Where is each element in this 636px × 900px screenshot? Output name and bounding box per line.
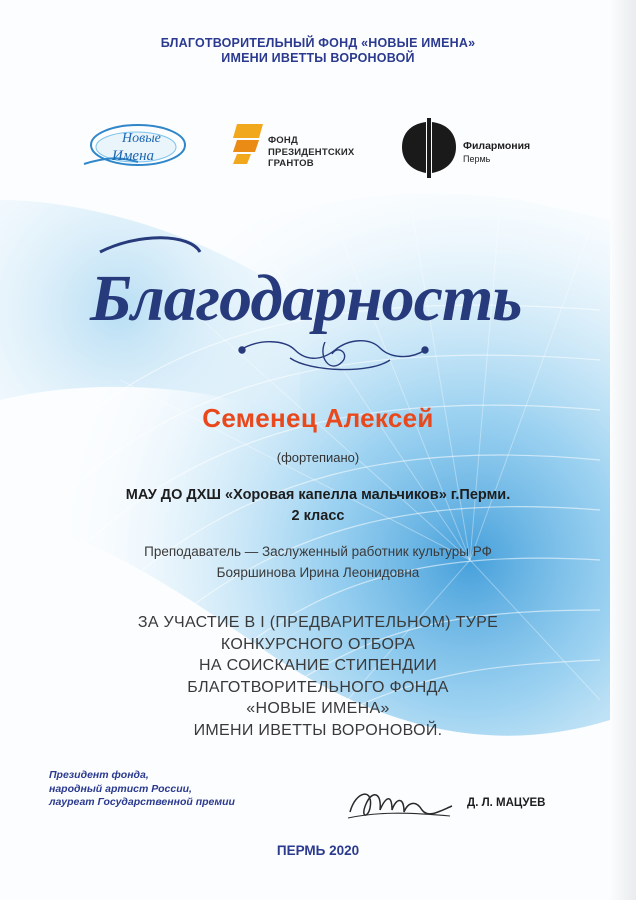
teacher-name: Бояршинова Ирина Леонидовна bbox=[216, 565, 420, 580]
school-name: МАУ ДО ДХШ «Хоровая капелла мальчиков» г.Перми. bbox=[125, 487, 511, 503]
president-line-1: Президент фонда, bbox=[49, 769, 149, 781]
award-line: КОНКУРСНОГО ОТБОРА bbox=[220, 635, 416, 653]
new-names-logo-word-1: Новые bbox=[122, 131, 161, 146]
philharmonia-city: Пермь bbox=[463, 154, 491, 164]
president-title bbox=[49, 769, 235, 810]
teacher-block bbox=[0, 541, 636, 583]
new-names-logo-word-2: Имена bbox=[112, 148, 155, 164]
school-class: 2 класс bbox=[291, 508, 345, 524]
teacher-title: Преподаватель — Заслуженный работник культуры РФ bbox=[144, 544, 492, 559]
header-line-2: ИМЕНИ ИВЕТТЫ ВОРОНОВОЙ bbox=[221, 51, 415, 65]
philharmonia-title: Филармония bbox=[463, 140, 531, 152]
city-year: ПЕРМЬ 2020 bbox=[276, 843, 360, 858]
handwritten-signature bbox=[346, 782, 456, 826]
header-line-1: БЛАГОТВОРИТЕЛЬНЫЙ ФОНД «НОВЫЕ ИМЕНА» bbox=[160, 36, 476, 50]
school-block bbox=[0, 485, 636, 527]
grants-line-1: ФОНД bbox=[268, 135, 298, 146]
award-line: БЛАГОТВОРИТЕЛЬНОГО ФОНДА bbox=[187, 678, 449, 696]
award-line: НА СОИСКАНИЕ СТИПЕНДИИ bbox=[199, 657, 437, 674]
signer-name: Д. Л. МАЦУЕВ bbox=[467, 797, 546, 809]
certificate-title bbox=[80, 222, 560, 392]
recipient-instrument: (фортепиано) bbox=[276, 450, 360, 465]
award-line: «НОВЫЕ ИМЕНА» bbox=[246, 700, 390, 717]
grants-line-2: ПРЕЗИДЕНТСКИХ bbox=[268, 146, 355, 158]
foundation-header bbox=[0, 36, 636, 66]
title-text: Благодарность bbox=[90, 262, 522, 335]
presidential-grants-emblem-icon bbox=[233, 124, 267, 164]
title-ornament-icon bbox=[239, 341, 428, 370]
award-line: ИМЕНИ ИВЕТТЫ ВОРОНОВОЙ. bbox=[193, 721, 443, 739]
recipient-name: Семенец Алексей bbox=[202, 403, 434, 433]
president-line-3: лауреат Государственной премии bbox=[49, 796, 235, 808]
award-text bbox=[0, 612, 636, 741]
philharmonia-emblem-icon bbox=[400, 118, 458, 178]
new-names-logo bbox=[78, 118, 190, 176]
award-line: ЗА УЧАСТИЕ В I (ПРЕДВАРИТЕЛЬНОМ) ТУРЕ bbox=[137, 614, 499, 631]
presidential-grants-logo bbox=[268, 135, 354, 170]
grants-line-3: ГРАНТОВ bbox=[268, 158, 314, 169]
president-line-2: народный артист России, bbox=[49, 782, 192, 795]
